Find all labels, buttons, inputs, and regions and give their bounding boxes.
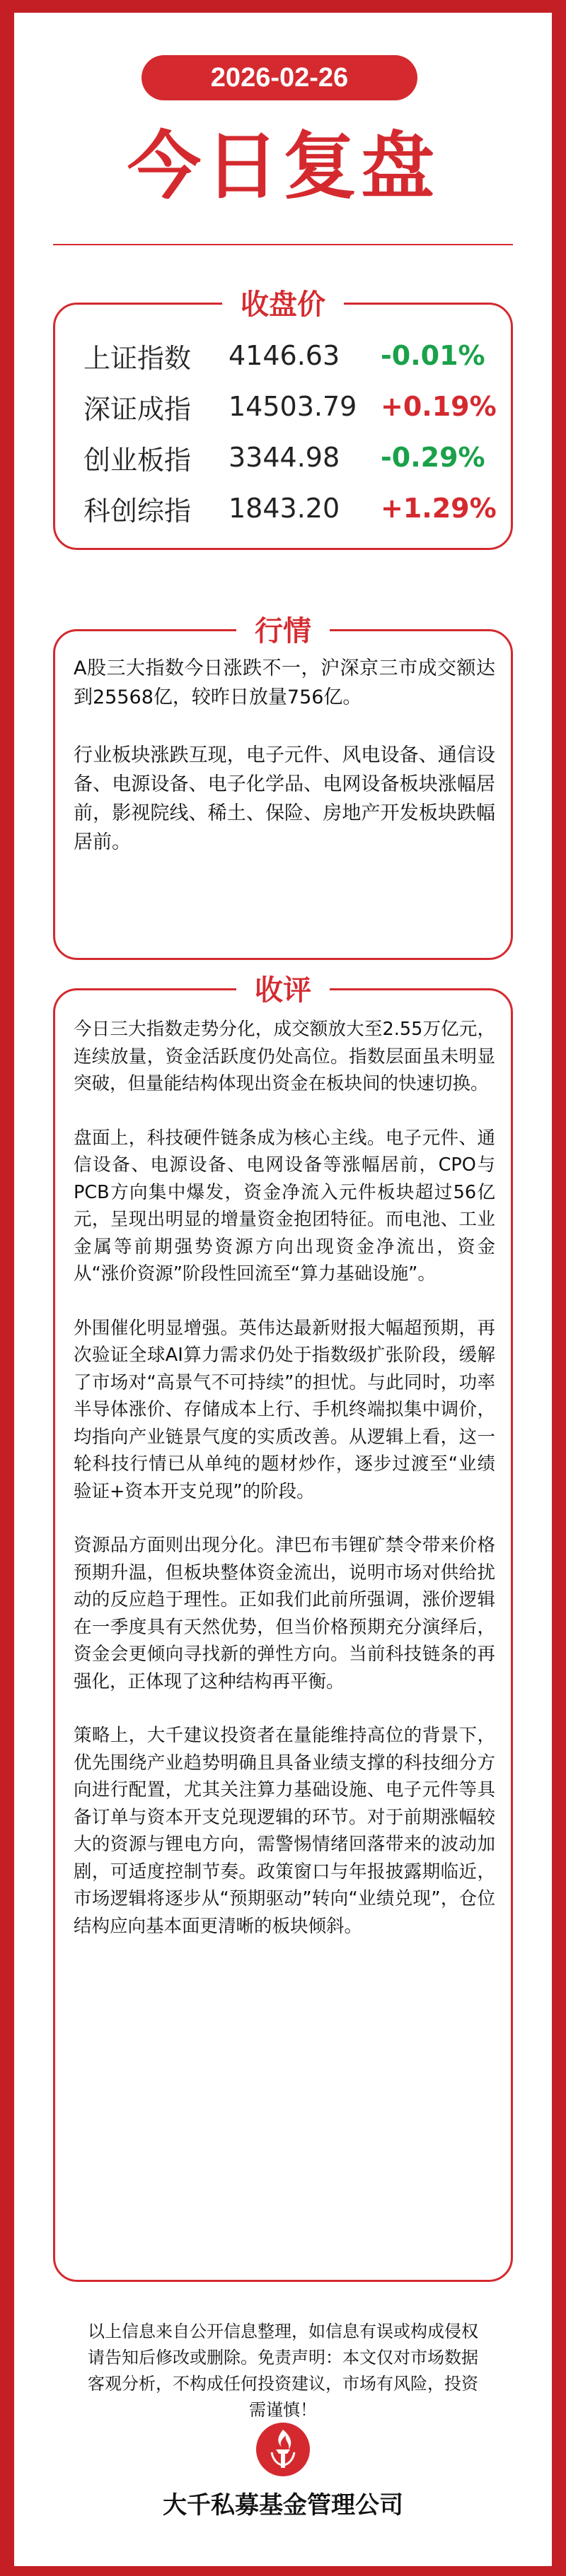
- index-change: +0.19%: [381, 391, 497, 422]
- index-change: +1.29%: [381, 493, 497, 524]
- index-name: 上证指数: [83, 342, 192, 374]
- disclaimer: 以上信息来自公开信息整理，如信息有误或构成侵权请告知后修改或删除。免责声明：本文仅对市场数据客观分析，不构成任何投资建议，市场有风险，投资需谨慎！: [88, 2322, 478, 2420]
- index-name: 科创综指: [83, 495, 192, 527]
- index-row: [83, 384, 497, 429]
- company-name: 大千私募基金管理公司: [163, 2491, 403, 2519]
- market-card: [53, 615, 513, 960]
- index-row: [83, 333, 485, 378]
- market-text: [74, 654, 495, 857]
- index-row: [83, 486, 497, 531]
- index-value: 1843.20: [229, 493, 340, 524]
- index-name: 深证成指: [83, 393, 192, 425]
- index-change: -0.29%: [381, 442, 485, 473]
- commentary-paragraph: 外围催化明显增强。英伟达最新财报大幅超预期，再次验证全球AI算力需求仍处于指数级扩张阶段，缓解了市场对“高景气不可持续”的担忧。与此同时，功率半导体涨价、存储成本上行、手机终端拟集中调价，均指向产业链景气度的实质改善。从逻辑上看，这一轮科技行情已从单纯的题材炒作，逐步过渡至“业绩验证+资本开支兑现”的阶段。: [74, 1317, 495, 1502]
- commentary-paragraph: 策略上，大千建议投资者在量能维持高位的背景下，优先围绕产业趋势明确且具备业绩支撑的科技细分方向进行配置，尤其关注算力基础设施、电子元件等具备订单与资本开支兑现逻辑的环节。对于前期涨幅较大的资源与锂电方向，需警惕情绪回落带来的波动加剧，可适度控制节奏。政策窗口与年报披露期临近，市场逻辑将逐步从“预期驱动”转向“业绩兑现”，仓位结构应向基本面更清晰的板块倾斜。: [74, 1725, 495, 1937]
- page-title: 今日复盘: [127, 123, 439, 209]
- close-prices-title: 收盘价: [222, 286, 344, 323]
- commentary-title: 收评: [236, 972, 330, 1009]
- index-name: 创业板指: [83, 444, 192, 476]
- date-banner: 2026-02-26: [142, 55, 417, 100]
- market-paragraph: A股三大指数今日涨跌不一，沪深京三市成交额达到25568亿，较昨日放量756亿。: [74, 657, 495, 708]
- index-change: -0.01%: [381, 340, 485, 371]
- torch-logo-icon: [255, 2421, 311, 2478]
- commentary-paragraph: 资源品方面则出现分化。津巴布韦锂矿禁令带来价格预期升温，但板块整体资金流出，说明市场对供给扰动的反应趋于理性。正如我们此前所强调，涨价逻辑在一季度具有天然优势，但当价格预期充分演绎后，资金会更倾向寻找新的弹性方向。当前科技链条的再强化，正体现了这种结构再平衡。: [74, 1535, 495, 1692]
- commentary-text: [74, 1016, 495, 1967]
- index-row: [83, 435, 485, 480]
- divider: [53, 244, 513, 245]
- commentary-paragraph: 盘面上，科技硬件链条成为核心主线。电子元件、通信设备、电源设备、电网设备等涨幅居前，CPO与PCB方向集中爆发，资金净流入元件板块超过56亿元，呈现出明显的增量资金抱团特征。而电池、工业金属等前期强势资源方向出现资金净流出，资金从“涨价资源”阶段性回流至“算力基础设施”。: [74, 1127, 495, 1284]
- market-paragraph: 行业板块涨跌互现，电子元件、风电设备、通信设备、电源设备、电子化学品、电网设备板块涨幅居前，影视院线、稀土、保险、房地产开发板块跌幅居前。: [74, 744, 495, 853]
- market-title: 行情: [236, 613, 330, 650]
- close-prices-card: [53, 288, 513, 550]
- index-value: 14503.79: [229, 391, 357, 422]
- commentary-card: [53, 974, 513, 2282]
- index-value: 3344.98: [229, 442, 340, 473]
- commentary-paragraph: 今日三大指数走势分化，成交额放大至2.55万亿元，连续放量，资金活跃度仍处高位。指数层面虽未明显突破，但量能结构体现出资金在板块间的快速切换。: [74, 1019, 495, 1094]
- index-value: 4146.63: [229, 340, 340, 371]
